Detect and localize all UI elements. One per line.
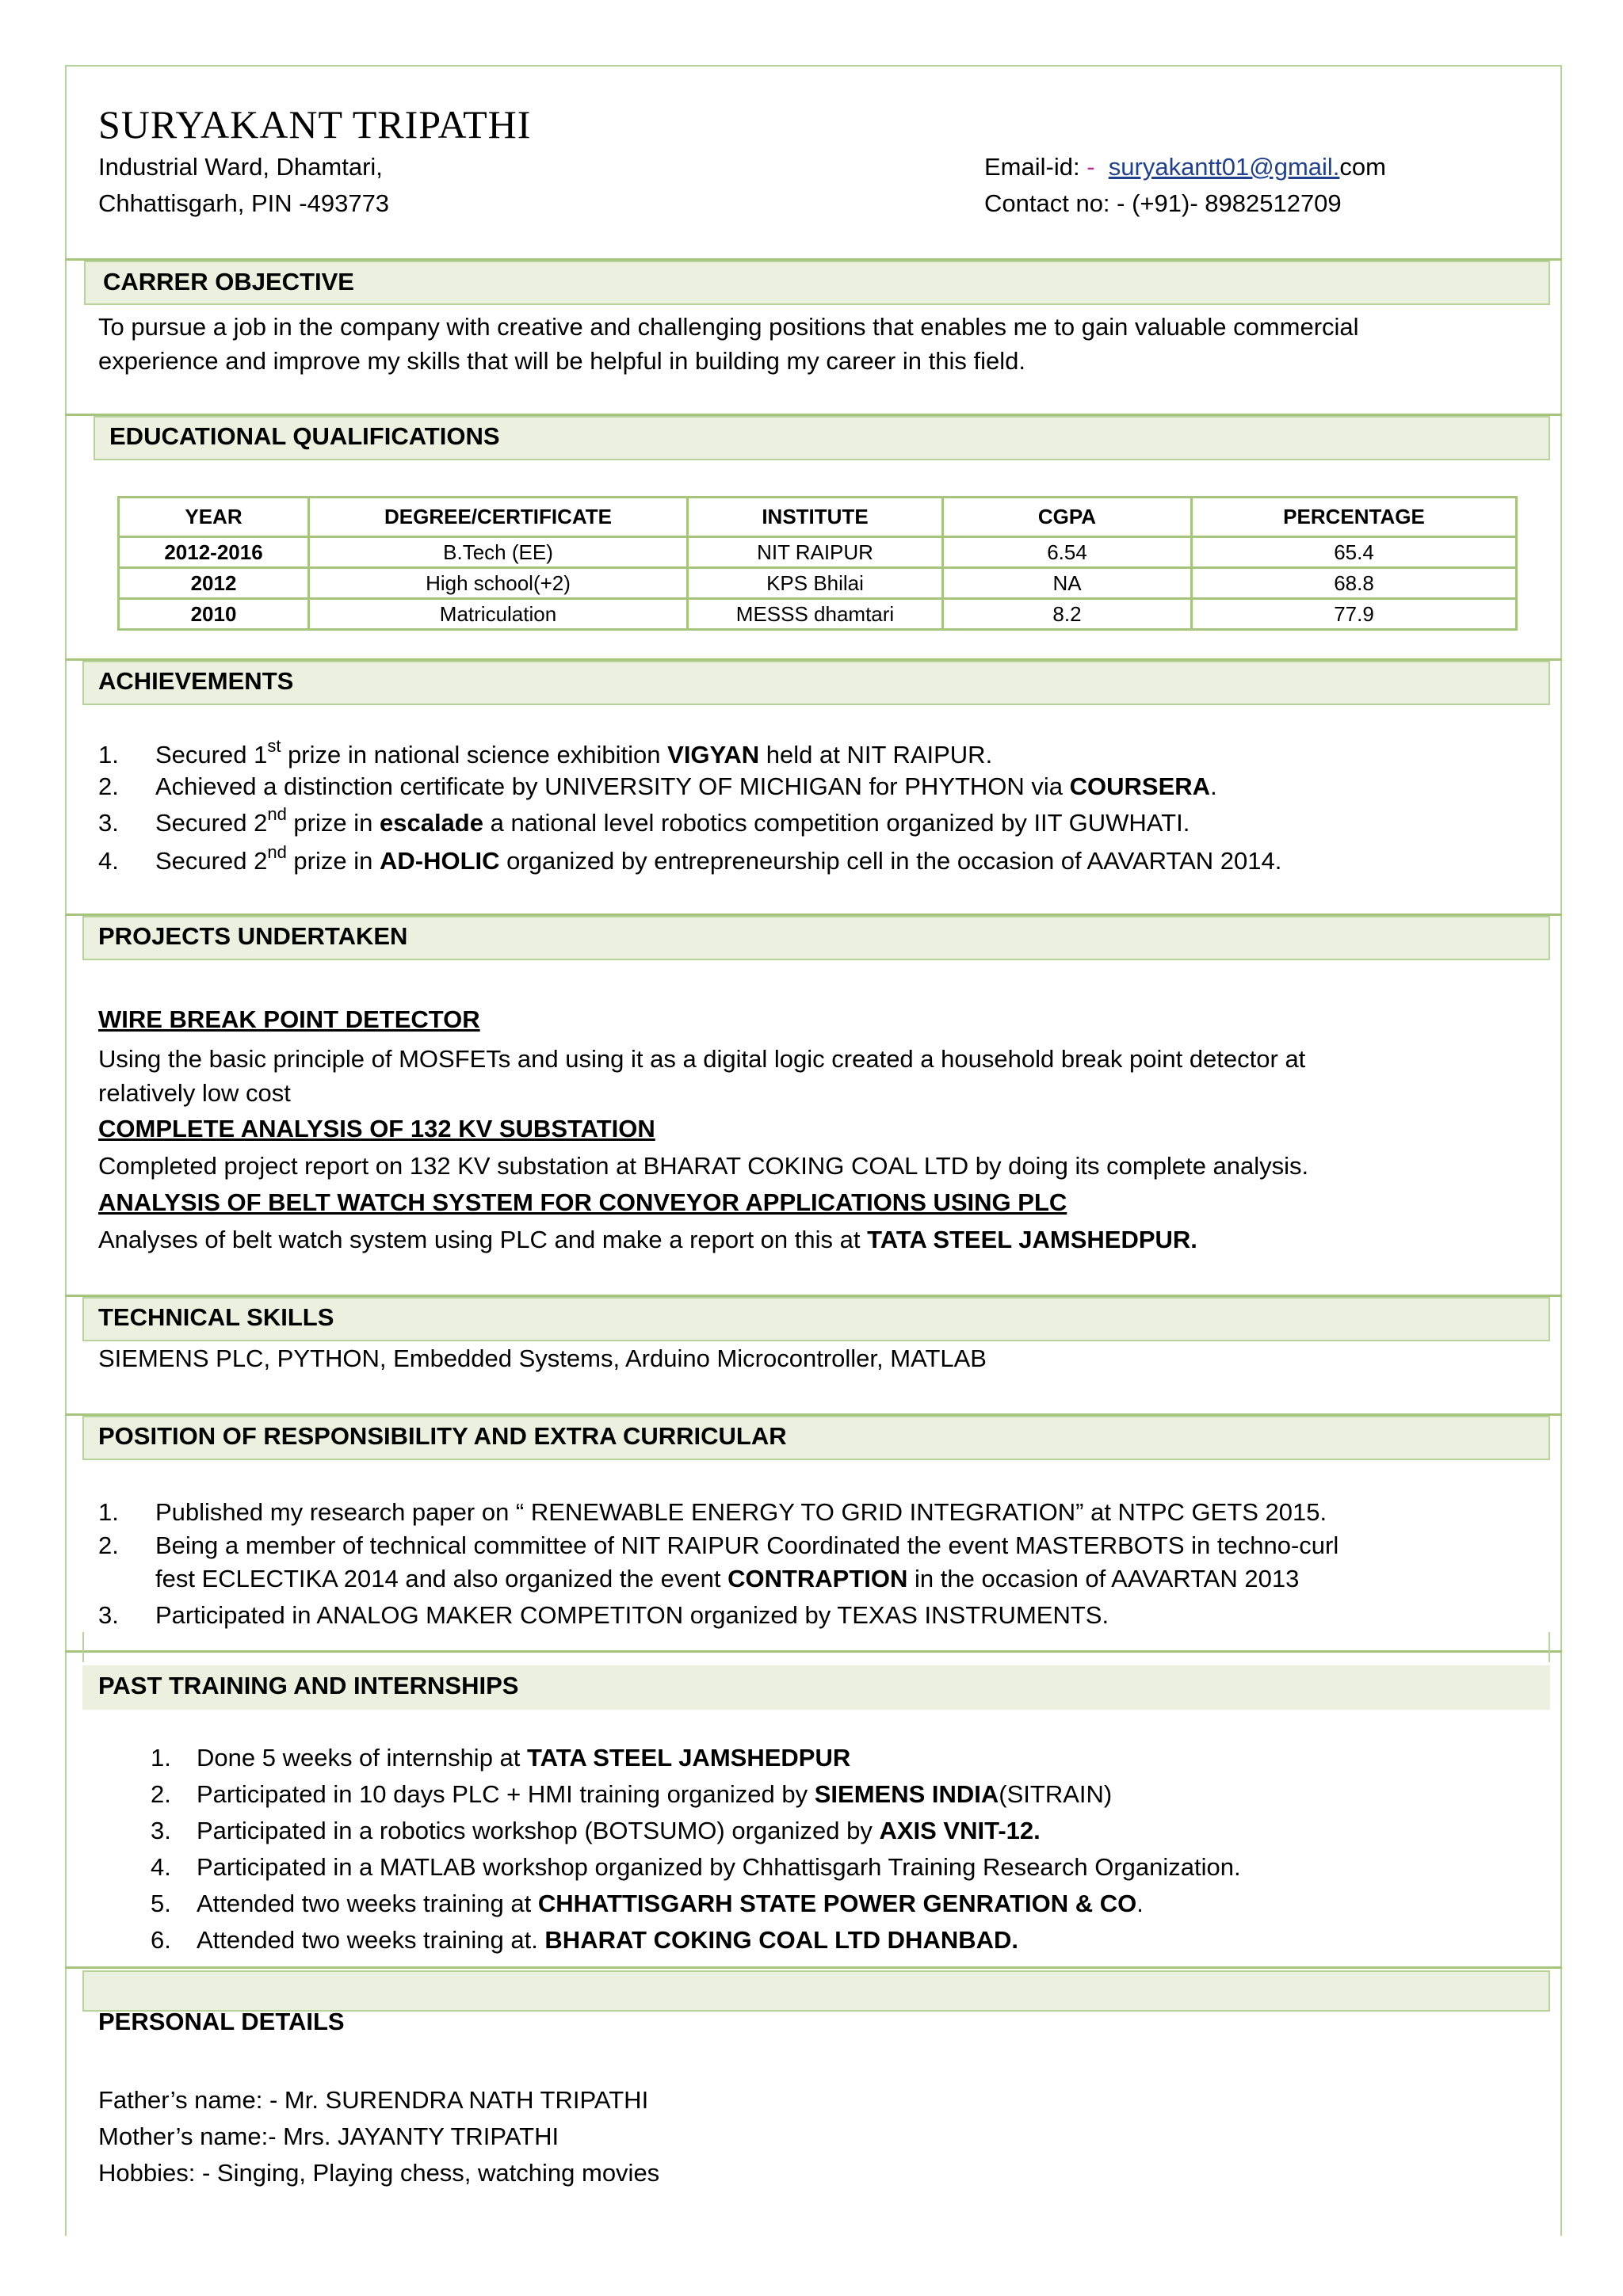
project-title-3: ANALYSIS OF BELT WATCH SYSTEM FOR CONVEYOR APPLICATIONS USING PLC (98, 1188, 1067, 1216)
cell-degree: B.Tech (EE) (309, 537, 688, 568)
cell-institute: MESSS dhamtari (688, 599, 943, 630)
section-divider (65, 1966, 1562, 1969)
cell-percentage: 68.8 (1192, 568, 1517, 599)
list-item: 1. Published my research paper on “ RENEWABLE ENERGY TO GRID INTEGRATION” at NTPC GETS 2015. (98, 1498, 1327, 1526)
list-item: 3. Participated in ANALOG MAKER COMPETITON organized by TEXAS INSTRUMENTS. (98, 1601, 1109, 1629)
project-desc-2: Completed project report on 132 KV substation at BHARAT COKING COAL LTD by doing its complete analysis. (98, 1152, 1309, 1180)
table-header-row (119, 498, 1517, 537)
col-header-year: YEAR (119, 498, 309, 537)
cell-cgpa: NA (943, 568, 1192, 599)
cell-percentage: 77.9 (1192, 599, 1517, 630)
list-item-continuation: fest ECLECTIKA 2014 and also organized the event CONTRAPTION in the occasion of AAVARTAN 2013 (155, 1565, 1300, 1592)
section-title-training: PAST TRAINING AND INTERNSHIPS (98, 1672, 519, 1699)
border-tick (82, 1632, 84, 1662)
list-item: 3. Participated in a robotics workshop (BOTSUMO) organized by AXIS VNIT-12. (151, 1817, 1041, 1844)
table-row (119, 599, 1517, 630)
project-desc-1-line-1: Using the basic principle of MOSFETs and using it as a digital logic created a household break point detector at (98, 1045, 1306, 1073)
objective-line-2: experience and improve my skills that will be helpful in building my career in this field. (98, 347, 1025, 375)
project-title-2: COMPLETE ANALYSIS OF 132 KV SUBSTATION (98, 1115, 655, 1142)
cell-percentage: 65.4 (1192, 537, 1517, 568)
email-link[interactable]: suryakantt01@gmail. (1108, 153, 1340, 181)
section-title-personal: PERSONAL DETAILS (98, 2008, 345, 2035)
cell-degree: High school(+2) (309, 568, 688, 599)
list-item: 5. Attended two weeks training at CHHATTISGARH STATE POWER GENRATION & CO. (151, 1890, 1144, 1917)
education-table (117, 496, 1518, 631)
col-header-degree: DEGREE/CERTIFICATE (309, 498, 688, 537)
list-item: 1. Secured 1st prize in national science exhibition VIGYAN held at NIT RAIPUR. (98, 736, 993, 769)
list-item: 2. Achieved a distinction certificate by UNIVERSITY OF MICHIGAN for PHYTHON via COURSERA. (98, 772, 1217, 800)
father-name: Father’s name: - Mr. SURENDRA NATH TRIPATHI (98, 2086, 649, 2114)
list-item: 6. Attended two weeks training at. BHARAT COKING COAL LTD DHANBAD. (151, 1926, 1018, 1954)
cell-year: 2012 (119, 568, 309, 599)
cell-institute: NIT RAIPUR (688, 537, 943, 568)
border-tick (1549, 1632, 1550, 1662)
project-desc-1-line-2: relatively low cost (98, 1079, 291, 1107)
list-item: 2. Being a member of technical committee of NIT RAIPUR Coordinated the event MASTERBOTS in techno-curl (98, 1531, 1339, 1559)
cell-year: 2012-2016 (119, 537, 309, 568)
address-line-2: Chhattisgarh, PIN -493773 (98, 189, 390, 217)
email-label: Email-id: (984, 153, 1087, 181)
cell-year: 2010 (119, 599, 309, 630)
section-title-objective: CARRER OBJECTIVE (103, 268, 354, 296)
candidate-name: SURYAKANT TRIPATHI (98, 102, 532, 147)
section-title-achievements: ACHIEVEMENTS (98, 667, 294, 695)
mother-name: Mother’s name:- Mrs. JAYANTY TRIPATHI (98, 2122, 559, 2150)
cell-cgpa: 6.54 (943, 537, 1192, 568)
section-title-responsibility: POSITION OF RESPONSIBILITY AND EXTRA CURRICULAR (98, 1422, 787, 1450)
col-header-institute: INSTITUTE (688, 498, 943, 537)
objective-line-1: To pursue a job in the company with creative and challenging positions that enables me to gain valuable commercial (98, 313, 1359, 341)
responsibility-list (98, 1494, 1338, 1634)
cell-cgpa: 8.2 (943, 599, 1192, 630)
col-header-percentage: PERCENTAGE (1192, 498, 1517, 537)
contact-number: Contact no: - (+91)- 8982512709 (984, 189, 1342, 217)
training-list (151, 1740, 1241, 1958)
table-row (119, 568, 1517, 599)
achievements-list (98, 737, 1281, 879)
list-item: 4. Secured 2nd prize in AD-HOLIC organized by entrepreneurship cell in the occasion of AAVARTAN 2014. (98, 842, 1282, 875)
list-item: 2. Participated in 10 days PLC + HMI training organized by SIEMENS INDIA(SITRAIN) (151, 1780, 1113, 1808)
project-desc-3: Analyses of belt watch system using PLC and make a report on this at TATA STEEL JAMSHEDPUR. (98, 1226, 1197, 1253)
col-header-cgpa: CGPA (943, 498, 1192, 537)
section-bar-personal (82, 1970, 1550, 2012)
project-title-1: WIRE BREAK POINT DETECTOR (98, 1005, 480, 1033)
cell-institute: KPS Bhilai (688, 568, 943, 599)
list-item: 3. Secured 2nd prize in escalade a national level robotics competition organized by IIT GUWHATI. (98, 804, 1190, 837)
section-divider (65, 1650, 1562, 1653)
section-title-education: EDUCATIONAL QUALIFICATIONS (109, 422, 500, 450)
email-tail: com (1339, 153, 1386, 181)
table-row (119, 537, 1517, 568)
list-item: 1. Done 5 weeks of internship at TATA STEEL JAMSHEDPUR (151, 1744, 851, 1772)
hobbies: Hobbies: - Singing, Playing chess, watching movies (98, 2159, 660, 2187)
email-dash: - (1086, 153, 1095, 181)
skills-text: SIEMENS PLC, PYTHON, Embedded Systems, Arduino Microcontroller, MATLAB (98, 1344, 987, 1372)
section-title-projects: PROJECTS UNDERTAKEN (98, 922, 408, 950)
list-item: 4. Participated in a MATLAB workshop organized by Chhattisgarh Training Research Organization. (151, 1853, 1241, 1881)
section-bar-achievements (82, 661, 1550, 705)
email-line (984, 149, 1386, 185)
cell-degree: Matriculation (309, 599, 688, 630)
address-line-1: Industrial Ward, Dhamtari, (98, 153, 383, 181)
section-title-skills: TECHNICAL SKILLS (98, 1303, 334, 1331)
